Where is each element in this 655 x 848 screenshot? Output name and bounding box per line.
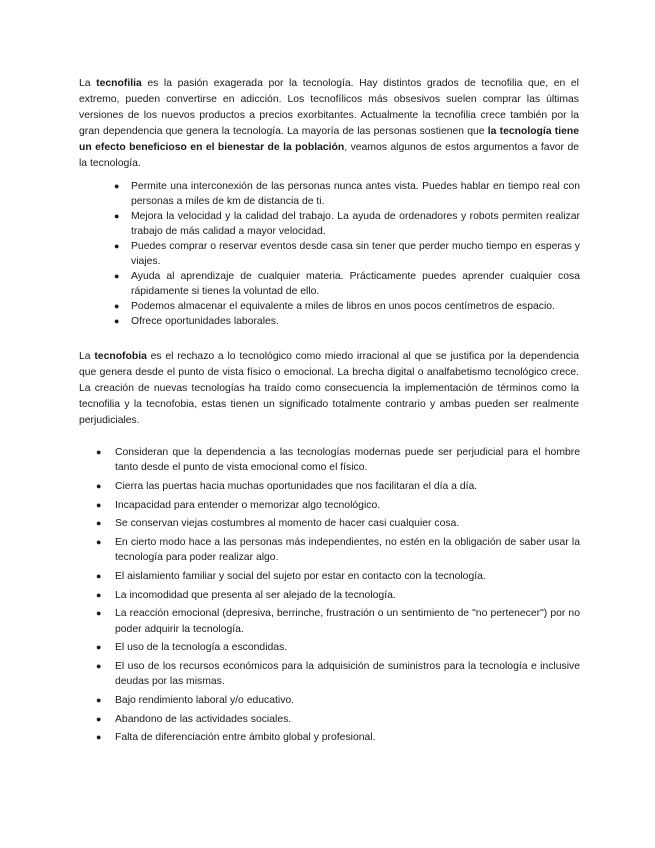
- bullet-icon: ●: [96, 589, 102, 600]
- list-item: ● El uso de la tecnología a escondidas.: [96, 640, 580, 655]
- bullet-icon: ●: [96, 694, 102, 705]
- bullet-icon: ●: [114, 241, 120, 251]
- bullet-icon: ●: [96, 499, 102, 510]
- list-item: ● Mejora la velocidad y la calidad del trabajo. La ayuda de ordenadores y robots permiten realizar trabajo de más calidad a mayor velocidad.: [114, 211, 580, 237]
- bullet-icon: ●: [96, 537, 102, 548]
- list-item: ● Incapacidad para entender o memorizar algo tecnológico.: [96, 498, 580, 513]
- list-item: ● Abandono de las actividades sociales.: [96, 712, 580, 727]
- intro-bold-claim: la tecnología tiene un efecto beneficioso en el bienestar de la población: [79, 126, 580, 153]
- list-item: ● El uso de los recursos económicos para la adquisición de suministros para la tecnología e inclusive deudas por las mismas.: [96, 660, 580, 688]
- phobia-text-2: es el rechazo a lo tecnológico como miedo irracional al que se justifica por la dependencia que genera desde el punto de vista físico o emocional. La brecha digital o analfabetismo tecnológico crece. La creación de nuevas tecnologías ha traído como consecuencia la implementación de términos como la tecnofilia y la tecnofobia, estas tienen un significado totalmente contrario y ambas pueden ser realmente perjudiciales.: [79, 351, 579, 426]
- phobia-bold-tecnofobia: tecnofobia: [94, 351, 147, 362]
- intro-text-3: , veamos algunos de estos argumentos a favor de la tecnología.: [79, 142, 580, 169]
- list-item: ● Consideran que la dependencia a las tecnologías modernas puede ser perjudicial para el hombre tanto desde el punto de vista emocional como el físico.: [96, 447, 580, 474]
- list-item: ● Cierra las puertas hacia muchas oportunidades que nos facilitaran el día a día.: [96, 479, 580, 494]
- intro-bold-tecnofilia: tecnofilia: [96, 78, 142, 89]
- list-item: ● Bajo rendimiento laboral y/o educativo.: [96, 693, 580, 708]
- bullet-icon: ●: [114, 181, 120, 191]
- bullet-icon: ●: [96, 713, 102, 724]
- bullet-icon: ●: [96, 642, 102, 653]
- bullet-icon: ●: [96, 660, 102, 671]
- bullet-icon: ●: [114, 211, 120, 221]
- bullet-icon: ●: [96, 480, 102, 491]
- pros-list: [114, 179, 580, 329]
- list-item: ● La incomodidad que presenta al ser alejado de la tecnología.: [96, 588, 580, 603]
- list-item: ● En cierto modo hace a las personas más independientes, no estén en la obligación de saber usar la tecnología para poder realizar algo.: [96, 537, 580, 564]
- tecnofilia-paragraph: [79, 76, 579, 172]
- list-item: ● Se conservan viejas costumbres al momento de hacer casi cualquier cosa.: [96, 516, 580, 531]
- bullet-icon: ●: [96, 518, 102, 529]
- list-item: ● Ayuda al aprendizaje de cualquier materia. Prácticamente puedes aprender cualquier cosa rápidamente si tienes la voluntad de ello.: [114, 271, 580, 297]
- bullet-icon: ●: [96, 447, 102, 457]
- bullet-icon: ●: [114, 316, 120, 326]
- list-item: ● Ofrece oportunidades laborales.: [114, 316, 279, 327]
- phobia-text-1: La: [79, 351, 95, 362]
- tecnofobia-paragraph: [79, 349, 579, 429]
- list-item: ● La reacción emocional (depresiva, berrinche, frustración o un sentimiento de "no pertenecer") por no poder adquirir la tecnología.: [96, 608, 580, 635]
- list-item: ● Falta de diferenciación entre ámbito global y profesional.: [96, 730, 580, 745]
- bullet-icon: ●: [114, 301, 120, 311]
- bullet-icon: ●: [96, 608, 102, 619]
- bullet-icon: ●: [114, 271, 120, 281]
- list-item: ● Puedes comprar o reservar eventos desde casa sin tener que perder mucho tiempo en esperas y viajes.: [114, 241, 580, 267]
- list-item: ● Podemos almacenar el equivalente a miles de libros en unos pocos centímetros de espacio.: [114, 301, 555, 312]
- cons-list: [96, 445, 580, 749]
- bullet-icon: ●: [96, 732, 102, 743]
- bullet-icon: ●: [96, 570, 102, 581]
- intro-text-1: La: [79, 78, 97, 89]
- list-item: ● El aislamiento familiar y social del sujeto por estar en contacto con la tecnología.: [96, 569, 580, 584]
- intro-text-2: es la pasión exagerada por la tecnología. Hay distintos grados de tecnofilia que, en el extremo, pueden convertirse en adicción. Los tecnofílicos más obsesivos suelen comprar las últimas versiones de los nuevos productos a precios exorbitantes. Actualmente la tecnofilia crece también por la gran dependencia que genera la tecnología. La mayoría de las personas sostienen que: [79, 78, 579, 137]
- list-item: ● Permite una interconexión de las personas nunca antes vista. Puedes hablar en tiempo real con personas a miles de km de distancia de ti.: [114, 181, 580, 207]
